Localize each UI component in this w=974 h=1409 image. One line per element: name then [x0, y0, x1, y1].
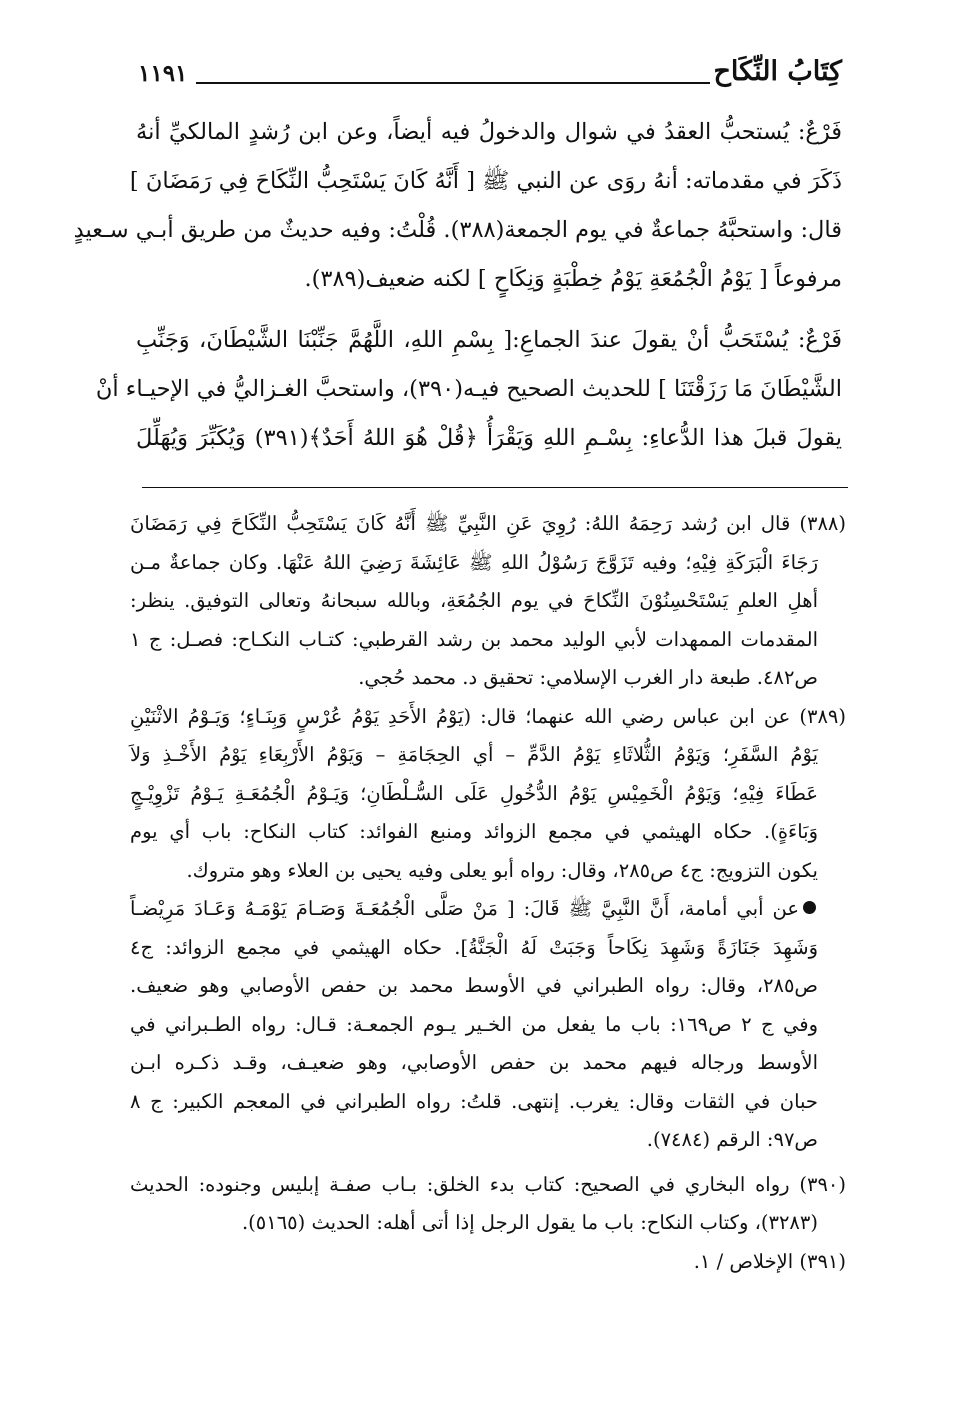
- footnote-line: رَجَاءَ الْبَرَكَةِ فِيْهِ؛ وفيه تَزَوَّجَ رَسُوْلُ اللهِ ﷺ عَائِشَةَ رَضِيَ اللهُ عَنْهَا. وكان جماعةٌ مـن: [130, 550, 818, 574]
- footnote-line: المقدمات الممهدات لأبي الوليد محمد بن رشد القرطبي: كتـاب النكـاح: فصـل: ج ١: [130, 627, 818, 651]
- footnote-line: [130, 698, 846, 737]
- text-line: مرفوعاً [ يَوْمُ الْجُمُعَةِ يَوْمُ خِطْبَةٍ وَنِكَاحٍ ] لكنه ضعيف(٣٨٩).: [304, 266, 842, 292]
- footnote-388: [130, 505, 846, 698]
- text-line: يقولَ قبلَ هذا الدُّعاءِ: بِسْـمِ اللهِ وَيَقْرَأُ ﴿قُلْ هُوَ اللهُ أَحَدٌ﴾(٣٩١) وَيُكَبِّرَ وَيُهَلِّلَ: [136, 425, 843, 451]
- footnote-separator: [142, 487, 848, 488]
- footnote-line: (٣٢٨٣)، وكتاب النكاح: باب ما يقول الرجل إذا أتى أهله: الحديث (٥١٦٥).: [241, 1211, 818, 1234]
- paragraph: [73, 108, 842, 304]
- footnote-line: [130, 890, 846, 929]
- footnotes: [130, 505, 846, 1281]
- text-line: الشَّيْطَانَ مَا رَزَقْتَنَا ] للحديث الصحيح فيـه(٣٩٠)، واستحبَّ الغـزاليُّ في الإحيـاء أنْ: [95, 376, 842, 402]
- page-header: [138, 52, 842, 92]
- running-title: كِتَابُ النِّكَاح: [713, 56, 842, 87]
- footnote-line-text: (٣٨٩) عن ابن عباس رضي الله عنهما؛ قال: (يَوْمُ الأَحَدِ يَوْمُ عُرْسٍ وَبِنَـاءٍ؛ وَيَـوْمُ الاثْنَيْنِ: [130, 704, 846, 728]
- footnote-line: ص٢٨٥، وقال: رواه الطبراني في الأوسط محمد بن حفص الأوصابي وهو ضعيف.: [130, 974, 818, 997]
- page-number: ١١٩١: [138, 60, 188, 87]
- text-line: ذَكَرَ في مقدماته: أنهُ روَى عن النبي ﷺ [ أَنَّهُ كَانَ يَسْتَحِبُّ النِّكَاحَ فِي رَمَضَانَ ]: [129, 168, 842, 194]
- footnote-line: الأوسط ورجاله فيهم محمد بن حفص الأوصابي، وهو ضعيـف، وقـد ذكـره ابـن: [130, 1051, 818, 1074]
- text-line: فَرْعٌ: يُستحبُّ العقدُ في شوال والدخولُ فيه أيضاً، وعن ابن رُشدٍ المالكيِّ أنهُ: [136, 119, 842, 145]
- footnote-line: يكون التزويج: ج٤ ص٢٨٥، وقال: رواه أبو يعلى وفيه يحيى بن العلاء وهو متروك.: [186, 858, 818, 882]
- footnote-line-text: عن أبي أمامة، أَنَّ النَّبِيَّ ﷺ قَالَ: [ مَنْ صَلَّى الْجُمُعَـةَ وَصَـامَ يَوْمَـهُ وَعَـادَ مَرِيْضـاً: [130, 897, 799, 920]
- footnote-line: وَبَاءَةٍ). حكاه الهيثمي في مجمع الزوائد ومنبع الفوائد: كتاب النكاح: باب أي يوم: [130, 820, 818, 843]
- footnote-389: [130, 698, 846, 1160]
- footnote-line: ص٤٨٢. طبعة دار الغرب الإسلامي: تحقيق د. محمد حُجي.: [358, 666, 818, 689]
- footnote-line: أهلِ العلمِ يَسْتَحْسِنُوْنَ النِّكاحَ في يوم الجُمُعَةِ، وبالله سبحانهُ وتعالى التوفيق. ينظر:: [130, 589, 818, 612]
- text-line: فَرْعٌ: يُسْتَحَبُّ أنْ يقولَ عندَ الجماعِ:[ بِسْمِ اللهِ، اللَّهُمَّ جَنِّبْنَا الشَّيْطَانَ، وَجَنِّبِ: [136, 327, 842, 353]
- paragraph: [95, 316, 843, 463]
- footnote-390: [130, 1166, 846, 1243]
- text-line: قال: واستحبَّهُ جماعةٌ في يوم الجمعة(٣٨٨). قُلْتُ: وفيه حديثٌ من طريق أبـي سـعيدٍ: [73, 217, 842, 243]
- main-text: [73, 108, 843, 475]
- footnote-line: حبان في الثقات وقال: يغرب. إنتهى. قلتُ: رواه الطبراني في المعجم الكبير: ج ٨: [130, 1089, 818, 1113]
- footnote-line: عَطَاءَ فِيْهِ؛ وَيَوْمُ الْخَمِيْسِ يَوْمُ الدُّخُولِ عَلَى السُّـلْطَانِ؛ وَيَـوْمُ الْجُمُعَـةِ يَـوْمُ تَزْوِيْـجٍ: [130, 781, 818, 805]
- footnote-line: وفي ج ٢ ص١٦٩: باب ما يفعل من الخـير يـوم الجمعـة: قـال: رواه الطـبراني في: [130, 1012, 818, 1036]
- footnote-391: [130, 1243, 846, 1282]
- footnote-line: (٣٩١) الإخلاص / ١.: [693, 1249, 846, 1273]
- footnote-line: (٣٩٠) رواه البخاري في الصحيح: كتاب بدء الخلق: بـاب صفـة إبليس وجنوده: الحديث: [130, 1172, 846, 1196]
- footnote-line: يَوْمُ السَّفَرِ؛ وَيَوْمُ الثُّلاثَاءِ يَوْمُ الدَّمِّ – أي الحِجَامَةِ – وَيَوْمُ الأَرْبِعَاءِ يَوْمُ الأَخْـذِ وَلاَ: [130, 743, 818, 766]
- header-rule: [196, 82, 710, 84]
- footnote-line: (٣٨٨) قال ابن رُشد رَحِمَهُ اللهُ: رُوِيَ عَنِ النَّبِيِّ ﷺ أَنَّهُ كَانَ يَسْتَحِبُّ النِّكَاحَ فِي رَمَضَانَ: [130, 512, 846, 535]
- footnote-line: وَشَهِدَ جَنَازَةً وَشَهِدَ نِكَاحاً وَجَبَتْ لَهُ الْجَنَّةُ]. حكاه الهيثمي في مجمع الزوائد: ج٤: [130, 935, 818, 959]
- bullet-icon: [803, 901, 816, 914]
- footnote-line: ص٩٧: الرقم (٧٤٨٤).: [646, 1128, 818, 1151]
